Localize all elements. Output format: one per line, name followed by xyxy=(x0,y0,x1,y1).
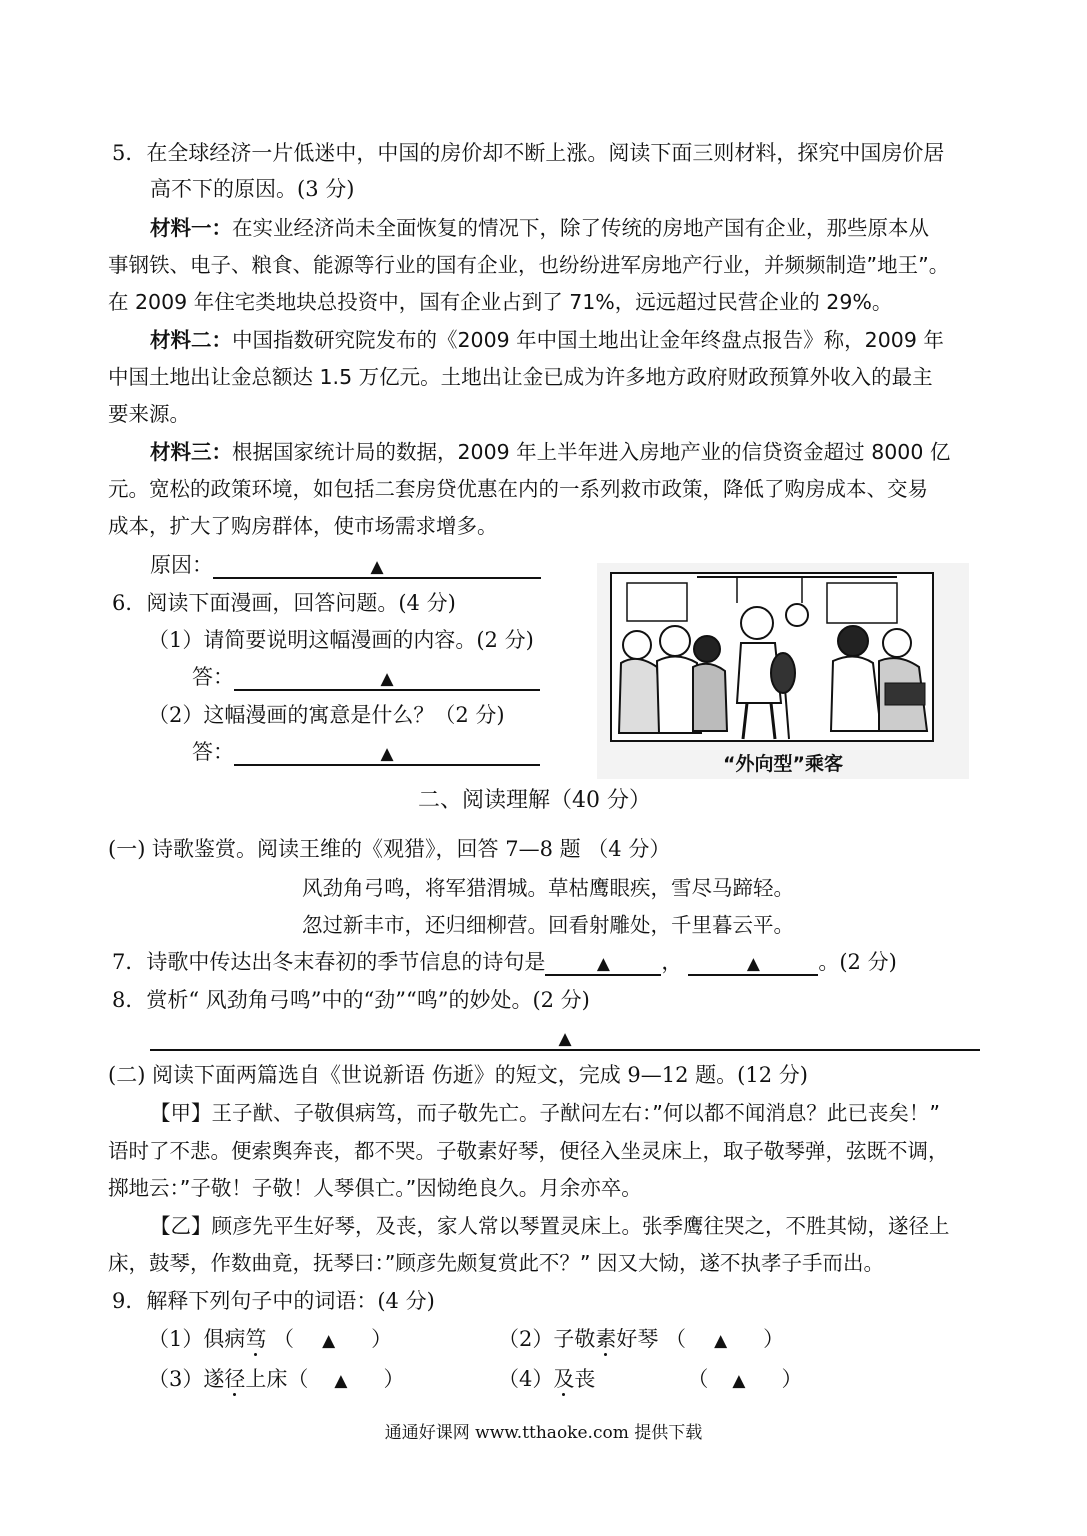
material2-line3: 要来源。 xyxy=(108,402,190,426)
material1-text: 在实业经济尚未全面恢复的情况下，除了传统的房地产国有企业，那些原本从 xyxy=(232,216,929,240)
answer-label: 答： xyxy=(192,740,234,764)
material3-line2: 元。宽松的政策环境，如包括二套房贷优惠在内的一系列救市政策，降低了购房成本、交易 xyxy=(108,477,928,501)
blank-triangle: ▲ xyxy=(746,954,760,974)
yi-line2: 床，鼓琴，作数曲竟，抚琴曰：”顾彦先颇复赏此不？” 因又大恸，遂不执孝子手而出。 xyxy=(108,1251,885,1275)
q6-answer2-blank[interactable] xyxy=(234,740,540,766)
material3-line1 xyxy=(150,437,950,467)
q9-item3-post: 上床（ xyxy=(245,1367,309,1391)
yi-line1: 【乙】顾彦先平生好琴，及丧，家人常以琴置灵床上。张季鹰往哭之，不胜其恸，遂径上 xyxy=(150,1214,950,1238)
blank-triangle: ▲ xyxy=(596,954,610,974)
jia-line1: 【甲】王子猷、子敬俱病笃，而子敬先亡。子猷问左右：”何以都不闻消息？此已丧矣！” xyxy=(150,1101,940,1125)
q6-sub2: （2）这幅漫画的寓意是什么？（2 分) xyxy=(148,703,505,727)
q6-sub1: （1）请简要说明这幅漫画的内容。(2 分) xyxy=(148,628,534,652)
q7-line xyxy=(112,947,897,977)
q7-end: 。(2 分) xyxy=(818,950,897,974)
cartoon-drawing xyxy=(597,563,969,779)
q9-item1-key: 笃 xyxy=(245,1327,267,1351)
page-footer: 通通好课网 www.tthaoke.com 提供下载 xyxy=(384,1423,703,1443)
paren-close: ） xyxy=(383,1367,405,1391)
poem-intro: (一) 诗歌鉴赏。阅读王维的《观猎》，回答 7—8 题 （4 分） xyxy=(108,837,671,861)
q9-item4-key: 及 xyxy=(553,1367,575,1391)
answer-label: 答： xyxy=(192,665,234,689)
q9-item1-pre: （1）俱病 xyxy=(148,1327,246,1351)
reason-line xyxy=(150,550,541,580)
q9-item2-post: 好琴 （ xyxy=(616,1327,687,1351)
q9-item2-blank[interactable]: ▲ xyxy=(714,1331,728,1351)
q9-item1-post: （ xyxy=(266,1327,295,1351)
q8-answer-line xyxy=(150,1022,980,1052)
reason-answer-blank[interactable] xyxy=(213,553,541,579)
reason-label: 原因： xyxy=(150,553,213,577)
blank-triangle: ▲ xyxy=(558,1029,572,1049)
jia-line2: 语时了不悲。便索舆奔丧，都不哭。子敬素好琴，便径入坐灵床上，取子敬琴弹，弦既不调， xyxy=(108,1139,949,1163)
q9-title: 9．解释下列句子中的词语：(4 分) xyxy=(112,1289,435,1313)
poem-line2: 忽过新丰市，还归细柳营。回看射雕处，千里暮云平。 xyxy=(302,913,794,937)
jia-line3: 掷地云：”子敬！子敬！人琴俱亡。”因恸绝良久。月余亦卒。 xyxy=(108,1176,642,1200)
blank-triangle: ▲ xyxy=(380,669,394,689)
q9-item1-blank[interactable]: ▲ xyxy=(322,1331,336,1351)
q9-item4-post: 丧 xyxy=(574,1367,596,1391)
material1-label: 材料一： xyxy=(150,216,232,240)
q6-answer2-line xyxy=(192,737,540,767)
blank-triangle: ▲ xyxy=(380,744,394,764)
paren-close: ） xyxy=(763,1327,785,1351)
q7-blank1[interactable] xyxy=(545,950,661,976)
q9-item2-key: 素 xyxy=(595,1327,617,1351)
cartoon-caption: “外向型”乘客 xyxy=(723,753,843,775)
q5-line2: 高不下的原因。(3 分) xyxy=(150,177,355,201)
q7-text: 7．诗歌中传达出冬末春初的季节信息的诗句是 xyxy=(112,950,546,974)
poem-line1: 风劲角弓鸣，将军猎渭城。草枯鹰眼疾，雪尽马蹄轻。 xyxy=(302,876,794,900)
wenyan-intro: (二) 阅读下面两篇选自《世说新语 伤逝》的短文，完成 9—12 题。(12 分) xyxy=(108,1063,808,1087)
q9-item3 xyxy=(148,1364,404,1396)
q9-item3-key: 径 xyxy=(224,1367,246,1391)
material3-text: 根据国家统计局的数据，2009 年上半年进入房地产业的信贷资金超过 8000 亿 xyxy=(232,440,951,464)
q9-item4 xyxy=(498,1364,802,1396)
q6-answer1-line xyxy=(192,662,540,692)
material3-label: 材料三： xyxy=(150,440,232,464)
material1-line3: 在 2009 年住宅类地块总投资中，国有企业占到了 71%，远远超过民营企业的 29%。 xyxy=(108,290,893,314)
q9-item2-pre: （2）子敬 xyxy=(498,1327,596,1351)
q7-separator: ， xyxy=(661,950,683,974)
material2-line1 xyxy=(150,325,944,355)
paren-close: ） xyxy=(781,1367,803,1391)
q9-item3-pre: （3）遂 xyxy=(148,1367,225,1391)
q9-item2 xyxy=(498,1324,784,1356)
q6-title: 6．阅读下面漫画，回答问题。(4 分) xyxy=(112,591,456,615)
q9-item4-pre: （4） xyxy=(498,1367,554,1391)
q9-item4-blank[interactable]: ▲ xyxy=(732,1371,746,1391)
section2-title: 二、阅读理解（40 分） xyxy=(418,788,651,813)
paren-close: ） xyxy=(371,1327,393,1351)
material2-line2: 中国土地出让金总额达 1.5 万亿元。土地出让金已成为许多地方政府财政预算外收入的最主 xyxy=(108,365,933,389)
q6-answer1-blank[interactable] xyxy=(234,665,540,691)
material2-label: 材料二： xyxy=(150,328,232,352)
q8-answer-blank[interactable] xyxy=(150,1025,980,1051)
q5-line1: 5．在全球经济一片低迷中，中国的房价却不断上涨。阅读下面三则材料，探究中国房价居 xyxy=(112,141,945,165)
q7-blank2[interactable] xyxy=(688,950,818,976)
material1-line2: 事钢铁、电子、粮食、能源等行业的国有企业，也纷纷进军房地产行业，并频频制造”地王”。 xyxy=(108,253,950,277)
q9-item1 xyxy=(148,1324,392,1356)
paren-open: （ xyxy=(687,1367,709,1391)
material2-text: 中国指数研究院发布的《2009 年中国土地出让金年终盘点报告》称，2009 年 xyxy=(232,328,944,352)
q8-text: 8．赏析“ 风劲角弓鸣”中的“劲”“鸣”的妙处。(2 分) xyxy=(112,988,590,1012)
blank-triangle: ▲ xyxy=(370,557,384,577)
bus-passengers-cartoon xyxy=(597,563,969,779)
material3-line3: 成本，扩大了购房群体，使市场需求增多。 xyxy=(108,514,498,538)
material1-line1 xyxy=(150,213,929,243)
q9-item3-blank[interactable]: ▲ xyxy=(334,1371,348,1391)
